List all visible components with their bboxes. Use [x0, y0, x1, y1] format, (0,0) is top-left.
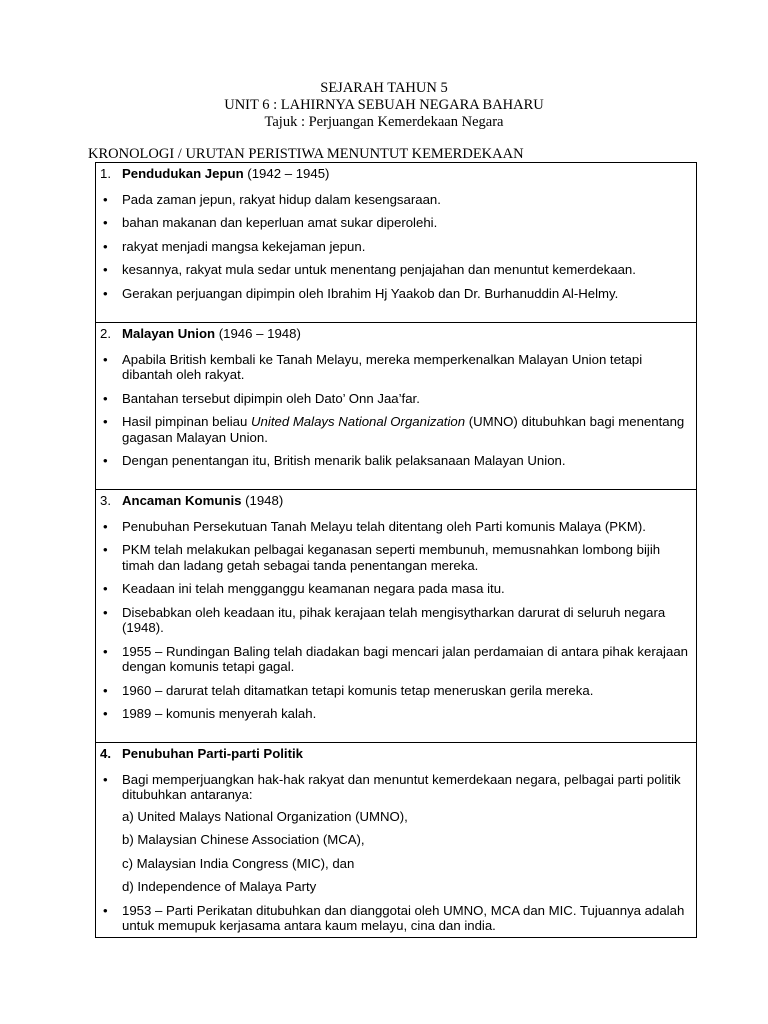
- bullet-icon: •: [103, 902, 108, 918]
- item-text: Gerakan perjuangan dipimpin oleh Ibrahim Hj Yaakob dan Dr. Burhanuddin Al-Helmy.: [122, 285, 619, 301]
- sub-item: c) Malaysian India Congress (MIC), dan: [122, 855, 355, 871]
- bullet-icon: •: [103, 682, 108, 698]
- list-item: [100, 706, 690, 722]
- subject-title: SEJARAH TAHUN 5: [320, 80, 448, 96]
- section-years: (1942 – 1945): [243, 166, 330, 181]
- section-communist-threat: [96, 490, 696, 743]
- list-item: [100, 215, 690, 231]
- bullet-icon: •: [103, 390, 108, 406]
- list-item: [100, 414, 690, 445]
- item-text: PKM telah melakukan pelbagai keganasan seperti membunuh, memusnahkan lombong bijih timah dan ladang getah sebagai tanda penentangan mereka.: [122, 542, 661, 573]
- list-item: [100, 391, 690, 407]
- section-name: Pendudukan Jepun: [122, 166, 244, 181]
- section-number: 3.: [100, 493, 111, 508]
- section-title: [100, 326, 690, 344]
- chronology-table: [95, 162, 697, 938]
- section-number: 2.: [100, 326, 111, 341]
- list-item: [100, 772, 690, 895]
- list-item: [100, 192, 690, 208]
- item-text: Bagi memperjuangkan hak-hak rakyat dan menuntut kemerdekaan negara, pelbagai parti politik ditubuhkan antaranya:: [122, 771, 681, 802]
- document-header: [0, 80, 768, 131]
- section-japanese-occupation: [96, 163, 696, 323]
- item-text: 1953 – Parti Perikatan ditubuhkan dan dianggotai oleh UMNO, MCA dan MIC. Tujuannya adalah untuk memupuk kerjasama antara kaum melayu, cina dan india.: [122, 902, 685, 933]
- sub-item: d) Independence of Malaya Party: [122, 879, 317, 894]
- section-name: Penubuhan Parti-parti Politik: [122, 746, 303, 761]
- bullet-icon: •: [103, 542, 108, 557]
- section-malayan-union: [96, 323, 696, 490]
- bullet-icon: •: [103, 771, 108, 787]
- list-item: [100, 453, 690, 469]
- bullet-icon: •: [103, 414, 108, 429]
- bullet-icon: •: [103, 351, 108, 367]
- bullet-icon: •: [103, 262, 108, 277]
- bullet-icon: •: [103, 518, 108, 534]
- topic-title: Tajuk : Perjuangan Kemerdekaan Negara: [264, 114, 504, 130]
- bullet-icon: •: [103, 285, 108, 301]
- list-item: [100, 352, 690, 383]
- list-item: [100, 239, 690, 255]
- bullet-icon: •: [103, 604, 108, 620]
- bullet-icon: •: [103, 453, 108, 468]
- chronology-heading: KRONOLOGI / URUTAN PERISTIWA MENUNTUT KEMERDEKAAN: [88, 146, 524, 162]
- section-name: Ancaman Komunis: [122, 493, 242, 508]
- list-item: [100, 581, 690, 597]
- item-text: rakyat menjadi mangsa kekejaman jepun.: [122, 238, 366, 254]
- list-item: [100, 286, 690, 302]
- item-text: (UMNO) ditubuhkan bagi menentang gagasan Malayan Union.: [122, 414, 685, 445]
- section-title: [100, 493, 690, 511]
- item-text: 1955 – Rundingan Baling telah diadakan bagi mencari jalan perdamaian di antara pihak kerajaan dengan komunis tetapi gagal.: [122, 643, 688, 674]
- item-text: bahan makanan dan keperluan amat sukar diperolehi.: [122, 215, 438, 230]
- list-item: [100, 903, 690, 934]
- list-item: [100, 519, 690, 535]
- item-text: Hasil pimpinan beliau: [122, 414, 252, 429]
- item-text: 1989 – komunis menyerah kalah.: [122, 706, 317, 721]
- bullet-icon: •: [103, 706, 108, 721]
- section-years: (1946 – 1948): [215, 326, 301, 341]
- section-name: Malayan Union: [122, 326, 216, 341]
- bullet-icon: •: [103, 643, 108, 659]
- item-text: Keadaan ini telah mengganggu keamanan negara pada masa itu.: [122, 581, 505, 596]
- section-political-parties: [96, 743, 696, 937]
- sub-item: b) Malaysian Chinese Association (MCA),: [122, 832, 365, 847]
- list-item: [100, 683, 690, 699]
- bullet-list: [100, 519, 690, 722]
- bullet-icon: •: [103, 215, 108, 230]
- list-item: [100, 644, 690, 675]
- item-text: kesannya, rakyat mula sedar untuk menentang penjajahan dan menuntut kemerdekaan.: [122, 262, 636, 277]
- section-number: 1.: [100, 166, 111, 181]
- bullet-icon: •: [103, 191, 108, 207]
- item-text: Disebabkan oleh keadaan itu, pihak kerajaan telah mengisytharkan darurat di seluruh negara (1948).: [122, 604, 666, 635]
- item-text: Pada zaman jepun, rakyat hidup dalam kesengsaraan.: [122, 191, 441, 207]
- bullet-list: [100, 772, 690, 934]
- section-number: 4.: [100, 746, 111, 761]
- list-item: [100, 262, 690, 278]
- bullet-icon: •: [103, 581, 108, 596]
- item-text: Apabila British kembali ke Tanah Melayu, mereka memperkenalkan Malayan Union tetapi dibantah oleh rakyat.: [122, 351, 643, 382]
- list-item: [100, 605, 690, 636]
- unit-title: UNIT 6 : LAHIRNYA SEBUAH NEGARA BAHARU: [224, 97, 544, 113]
- section-years: (1948): [241, 493, 284, 508]
- bullet-list: [100, 192, 690, 302]
- item-text: 1960 – darurat telah ditamatkan tetapi komunis tetap meneruskan gerila mereka.: [122, 682, 594, 698]
- list-item: [100, 542, 690, 573]
- item-text: Dengan penentangan itu, British menarik balik pelaksanaan Malayan Union.: [122, 453, 566, 468]
- item-italic-text: United Malays National Organization: [251, 414, 466, 429]
- section-title: [100, 166, 690, 184]
- item-text: Bantahan tersebut dipimpin oleh Dato’ Onn Jaa’far.: [122, 390, 420, 406]
- bullet-icon: •: [103, 238, 108, 254]
- item-text: Penubuhan Persekutuan Tanah Melayu telah ditentang oleh Parti komunis Malaya (PKM).: [122, 518, 646, 534]
- section-title: [100, 746, 690, 764]
- sub-item: a) United Malays National Organization (UMNO),: [122, 808, 408, 824]
- bullet-list: [100, 352, 690, 469]
